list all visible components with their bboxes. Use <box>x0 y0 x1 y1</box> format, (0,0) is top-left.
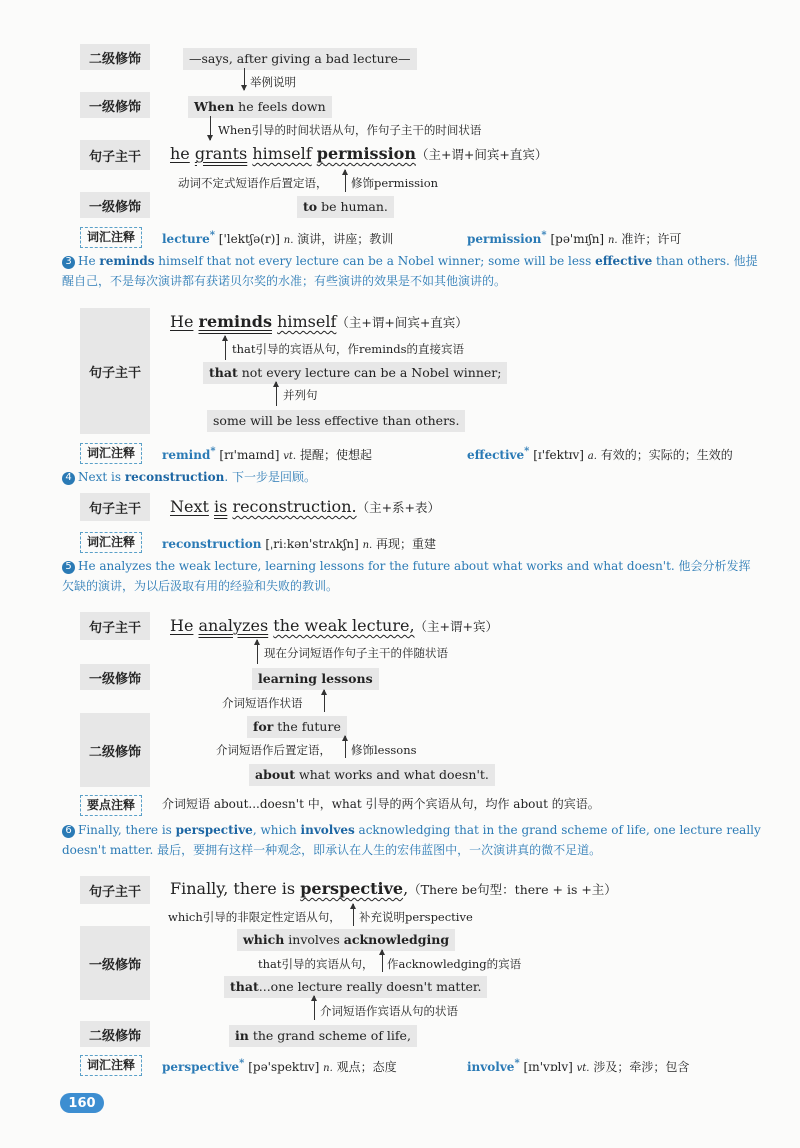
vocab-label: 词汇注释 <box>80 443 142 464</box>
phrase-about-what-works: about what works and what doesn't. <box>249 764 495 786</box>
phrase-that-not-every: that not every lecture can be a Nobel winner; <box>203 362 507 384</box>
label-main-clause: 句子主干 <box>80 308 150 434</box>
annotation-which-clause: which引导的非限定性定语从句， <box>168 910 341 924</box>
annotation-coordinate: 并列句 <box>283 388 318 402</box>
arrow-up <box>257 640 258 664</box>
label-primary-modifier: 一级修饰 <box>80 92 150 118</box>
connector-line <box>276 382 277 406</box>
arrow-up <box>345 170 346 192</box>
arrow-up <box>324 690 325 712</box>
label-primary-modifier: 一级修饰 <box>80 664 150 690</box>
sentence-6: 6 Finally, there is perspective, which involves acknowledging that in the grand scheme of life, one lecture really doesn't matter. 最后，要拥有这样一种观念，即承认在人生的宏伟蓝图中，一次演讲真的微不足道。 <box>62 823 761 857</box>
label-primary-modifier: 一级修饰 <box>80 926 150 1000</box>
main-clause-s6: Finally, there is perspective,（There be句型：there + is +主） <box>170 879 617 898</box>
sentence-5: 5 He analyzes the weak lecture, learning lessons for the future about what works and what doesn't. 他会分析发挥欠缺的演讲，为以后汲取有用的经验和失败的教训。 <box>62 559 751 593</box>
annotation-modifies-lessons: 修饰lessons <box>351 743 417 757</box>
label-main-clause: 句子主干 <box>80 140 150 170</box>
arrow-up <box>353 904 354 926</box>
annotation-prep-adverbial-clause: 介词短语作宾语从句的状语 <box>320 1004 458 1018</box>
vocab-lecture: lecture* ['lektʃə(r)] n. 演讲，讲座；教训 <box>162 230 394 246</box>
main-clause-s4: Next is reconstruction.（主+系+表） <box>170 497 441 516</box>
vocab-remind: remind* [rɪ'maɪnd] vt. 提醒；使想起 <box>162 446 372 462</box>
arrow-up <box>314 996 315 1020</box>
label-secondary-modifier: 二级修饰 <box>80 44 150 70</box>
vocab-involve: involve* [ɪn'vɒlv] vt. 涉及；牵涉；包含 <box>467 1058 690 1074</box>
vocab-reconstruction: reconstruction [ˌriːkən'strʌkʃn] n. 再现；重建 <box>162 537 437 551</box>
label-secondary-modifier: 二级修饰 <box>80 713 150 787</box>
vocab-label: 词汇注释 <box>80 227 142 248</box>
arrow-up <box>225 336 226 360</box>
key-note: 介词短语 about...doesn't 中，what 引导的两个宾语从句，均作 about 的宾语。 <box>162 797 600 811</box>
annotation-prep-attributive: 介词短语作后置定语， <box>216 743 331 757</box>
sentence-3: 3 He reminds himself that not every lecture can be a Nobel winner; some will be less effective than others. 他提醒自己，不是每次演讲都有获诺贝尔奖的水准；有些演讲的效果是不如其他演讲的。 <box>62 254 758 288</box>
vocab-permission: permission* [pə'mɪʃn] n. 准许；许可 <box>467 230 682 246</box>
phrase-says-after: —says, after giving a bad lecture— <box>183 48 417 70</box>
vocab-label: 词汇注释 <box>80 532 142 553</box>
phrase-for-the-future: for the future <box>247 716 347 738</box>
arrow-up <box>345 736 346 758</box>
annotation-infinitive: 动词不定式短语作后置定语， <box>178 176 328 190</box>
vocab-effective: effective* [ɪ'fektɪv] a. 有效的；实际的；生效的 <box>467 446 733 462</box>
main-clause-s5: He analyzes the weak lecture,（主+谓+宾） <box>170 616 498 635</box>
label-main-clause: 句子主干 <box>80 876 150 904</box>
label-secondary-modifier: 二级修饰 <box>80 1021 150 1047</box>
phrase-that-one-lecture: that...one lecture really doesn't matter. <box>224 976 487 998</box>
vocab-perspective: perspective* [pə'spektɪv] n. 观点；态度 <box>162 1058 397 1074</box>
annotation-object-of: 作acknowledging的宾语 <box>387 957 522 971</box>
phrase-in-the-grand-scheme: in the grand scheme of life, <box>229 1025 417 1047</box>
label-main-clause: 句子主干 <box>80 612 150 640</box>
annotation-modifies: 修饰permission <box>351 176 439 190</box>
annotation-that-object: that引导的宾语从句， <box>258 957 374 971</box>
main-clause-s2: he grants himself permission（主+谓+间宾+直宾） <box>170 144 548 163</box>
note-label: 要点注释 <box>80 795 142 816</box>
sentence-4: 4 Next is reconstruction. 下一步是回顾。 <box>62 467 762 487</box>
phrase-which-involves: which involves acknowledging <box>237 929 455 951</box>
annotation-example: 举例说明 <box>250 75 296 89</box>
phrase-to-be-human: to be human. <box>297 196 394 218</box>
annotation-supplements: 补充说明perspective <box>359 910 473 924</box>
label-main-clause: 句子主干 <box>80 493 150 521</box>
phrase-when-clause: When he feels down <box>188 96 332 118</box>
page-number: 160 <box>60 1093 104 1113</box>
arrow-down <box>244 68 245 90</box>
phrase-some-will-be: some will be less effective than others. <box>207 410 465 432</box>
vocab-label: 词汇注释 <box>80 1055 142 1076</box>
annotation-prep-adverbial: 介词短语作状语 <box>222 696 303 710</box>
annotation-when: When引导的时间状语从句，作句子主干的时间状语 <box>218 123 482 137</box>
phrase-learning-lessons: learning lessons <box>252 668 379 690</box>
arrow-up <box>382 950 383 972</box>
annotation-participle: 现在分词短语作句子主干的伴随状语 <box>264 646 448 660</box>
annotation-that-clause: that引导的宾语从句，作reminds的直接宾语 <box>232 342 465 356</box>
arrow-down <box>210 116 211 140</box>
main-clause-s3: He reminds himself（主+谓+间宾+直宾） <box>170 312 468 331</box>
label-primary-modifier: 一级修饰 <box>80 192 150 218</box>
